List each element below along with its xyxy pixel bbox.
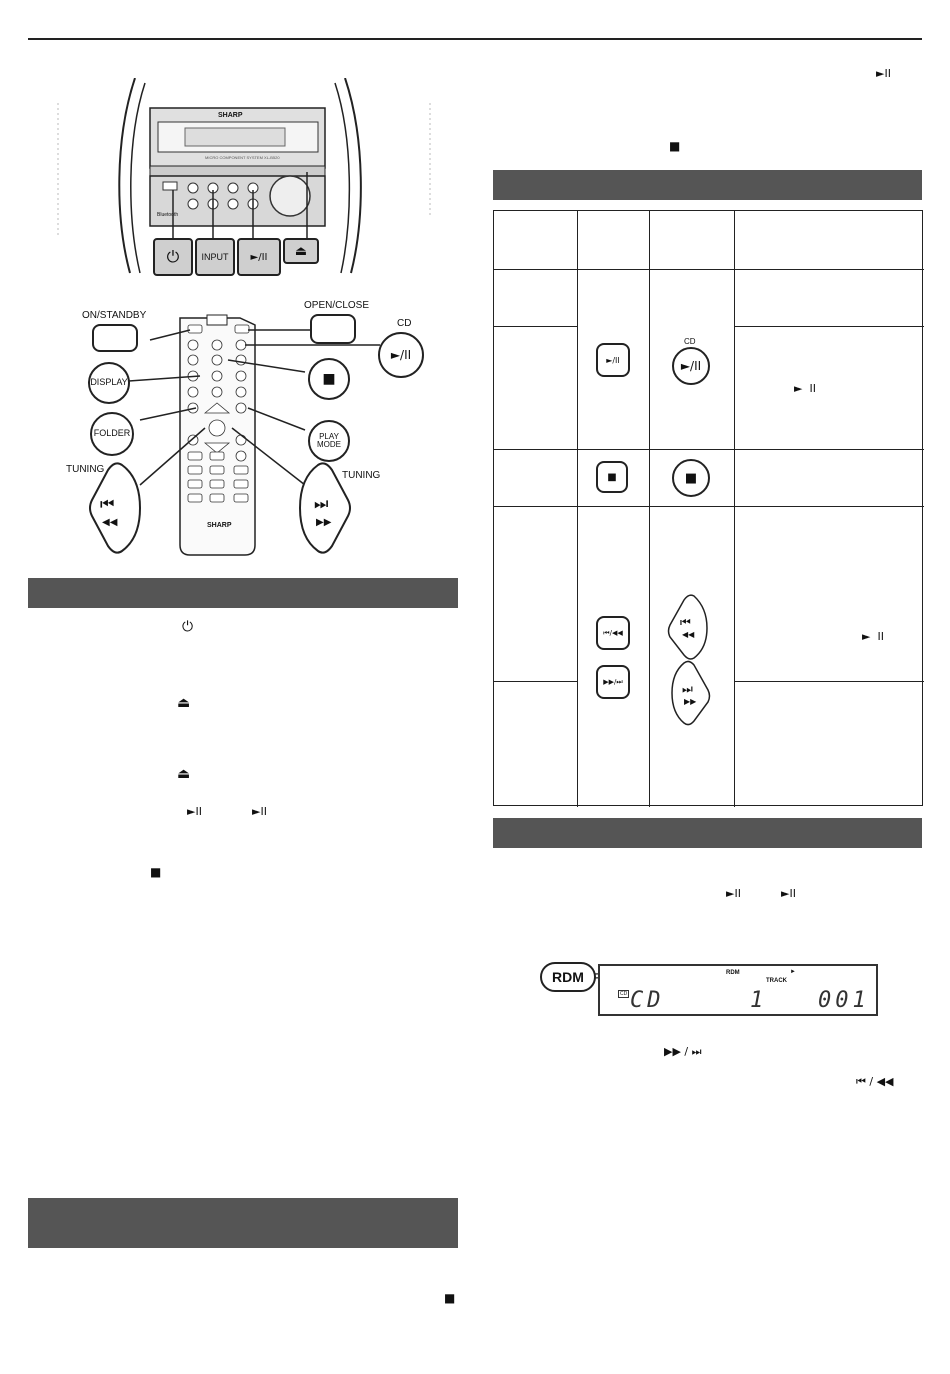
unit-model: MICRO COMPONENT SYSTEM XL-B520 [205, 155, 280, 160]
table-unit-play-button: ►/II [596, 343, 630, 377]
table-cd-label: CD [684, 337, 696, 346]
fast-fwd-icon[interactable]: ▶▶ [316, 517, 332, 528]
table-row-divider [494, 269, 924, 270]
table-col-divider [734, 211, 735, 807]
lcd-counter: 001 [818, 988, 870, 1013]
unit-bluetooth-label: Bluetooth [157, 212, 179, 218]
table-remote-stop-button: ■ [672, 459, 710, 497]
table-remote-tuning-svg [662, 593, 722, 733]
table-unit-stop-button: ■ [596, 461, 628, 493]
table-row-divider [734, 681, 924, 682]
table-row-divider [494, 449, 924, 450]
table-unit-skip-back-button: ⏮/◀◀ [596, 616, 630, 650]
stop-button[interactable]: ■ [308, 358, 350, 400]
stop-icon: ■ [444, 1291, 456, 1305]
play-pause-icon: ►II [726, 887, 741, 900]
skip-fwd-icon[interactable]: ⏭ [314, 494, 329, 513]
table-unit-skip-fwd-button: ▶▶/⏭ [596, 665, 630, 699]
section-bar-basic-playback [28, 578, 458, 608]
label-on-standby: ON/STANDBY [82, 310, 147, 321]
skip-back-icon[interactable]: ⏮ [100, 494, 115, 513]
cd-play-pause-button[interactable]: ►/II [378, 332, 424, 378]
power-icon: ⏻ [166, 247, 180, 266]
folder-button[interactable]: FOLDER [90, 412, 134, 456]
header-rule [28, 38, 922, 40]
label-tuning-right: TUNING [342, 470, 381, 481]
label-open-close: OPEN/CLOSE [304, 300, 370, 311]
section-bar-advanced-playback [493, 170, 922, 200]
play-pause-icon: ►II [876, 67, 891, 80]
lcd-cd-icon: CD [620, 991, 628, 997]
rdm-callout [540, 962, 596, 992]
table-row-divider [494, 506, 924, 507]
lcd-rdm-indicator: RDM [726, 970, 740, 976]
lcd-play-indicator: ► [790, 969, 796, 975]
eject-icon: ⏏ [177, 766, 191, 782]
fast-fwd-icon: ▶▶ [684, 697, 697, 706]
label-cd: CD [397, 318, 412, 329]
section-bar-mp3-playback [28, 1198, 458, 1248]
unit-input-button[interactable]: INPUT [195, 238, 235, 276]
power-icon: ⏻ [182, 619, 194, 635]
rewind-icon: ◀◀ [682, 630, 695, 639]
table-row-divider [734, 326, 924, 327]
display-button[interactable]: DISPLAY [88, 362, 130, 404]
on-standby-button[interactable] [92, 324, 138, 352]
rdm-callout-label: RDM [552, 969, 584, 985]
lcd-source: CD [630, 988, 665, 1013]
eject-icon: ⏏ [177, 695, 191, 711]
function-table [493, 210, 923, 806]
remote-illustration [60, 300, 460, 562]
label-tuning-left: TUNING [66, 464, 105, 475]
play-pause-icon: ►II [252, 805, 267, 818]
unit-play-pause-button[interactable]: ►/II [237, 238, 281, 276]
rewind-icon[interactable]: ◀◀ [102, 517, 118, 528]
stop-icon: ■ [669, 139, 681, 153]
skip-back-icon: ⏮ [680, 615, 691, 629]
skip-fwd-icon: ⏭ [682, 682, 693, 696]
play-pause-icon: ► II [862, 630, 884, 643]
play-pause-icon: ►II [781, 887, 796, 900]
lcd-display [598, 964, 878, 1016]
table-col-divider [649, 211, 650, 807]
play-pause-icon: ►II [187, 805, 202, 818]
main-unit-illustration [55, 78, 435, 278]
table-row-divider [494, 681, 577, 682]
unit-brand: SHARP [218, 112, 243, 119]
lcd-track-number: 1 [750, 988, 768, 1013]
skip-fwd-icon: ▶▶ / ⏭ [664, 1045, 702, 1058]
skip-back-icon: ⏮ / ◀◀ [856, 1075, 894, 1088]
lcd-track-indicator: TRACK [766, 978, 787, 984]
play-mode-button[interactable]: PLAY MODE [308, 420, 350, 462]
unit-eject-button[interactable]: ⏏ [283, 238, 319, 264]
table-col-divider [577, 211, 578, 807]
remote-brand: SHARP [207, 522, 232, 529]
open-close-button[interactable] [310, 314, 356, 344]
section-bar-random-playback [493, 818, 922, 848]
play-pause-icon: ► II [794, 382, 816, 395]
stop-icon: ■ [150, 865, 162, 879]
table-row-divider [494, 326, 577, 327]
unit-power-button[interactable] [153, 238, 193, 276]
table-remote-cd-play-button: ►/II [672, 347, 710, 385]
